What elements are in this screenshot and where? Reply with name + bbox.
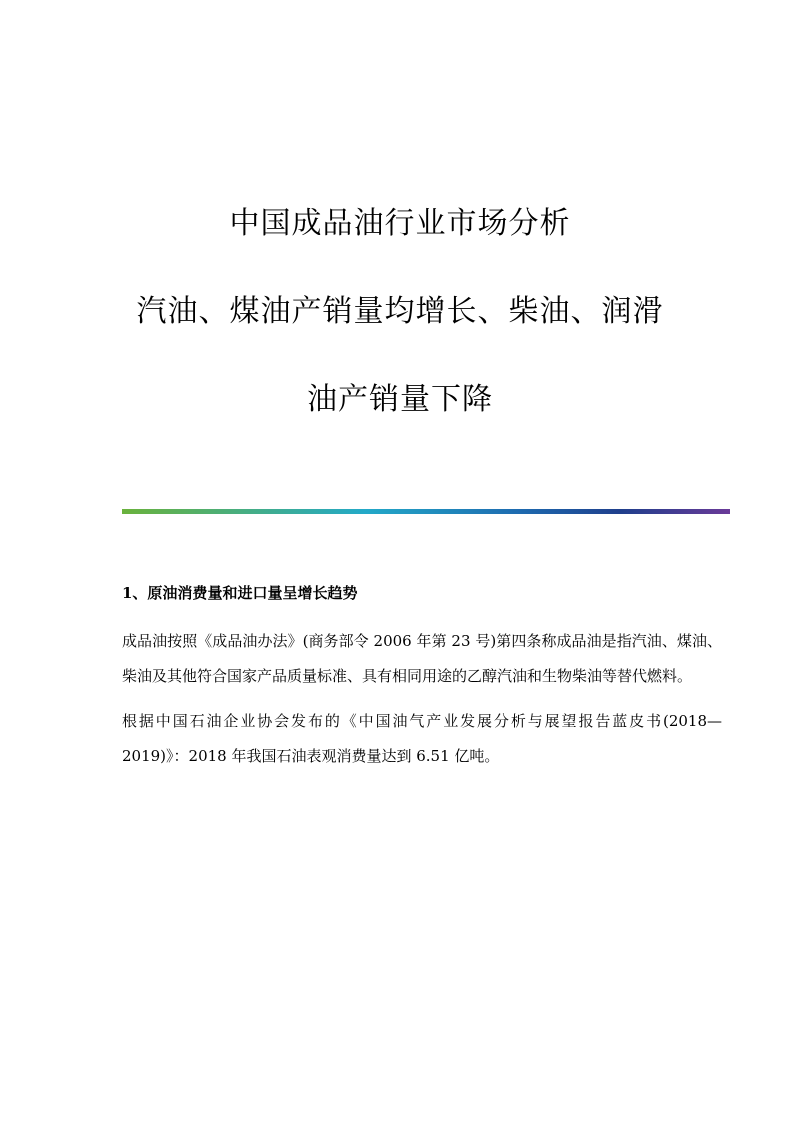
title-line-3: 油产销量下降 [307, 382, 493, 417]
paragraph-2: 根据中国石油企业协会发布的《中国油气产业发展分析与展望报告蓝皮书(2018—2019)》：2018 年我国石油表观消费量达到 6.51 亿吨。 [122, 712, 722, 765]
section-heading: 1、原油消费量和进口量呈增长趋势 [122, 584, 358, 602]
paragraph-1: 成品油按照《成品油办法》(商务部令 2006 年第 23 号)第四条称成品油是指汽油、煤油、柴油及其他符合国家产品质量标准、具有相同用途的乙醇汽油和生物柴油等替代燃料。 [122, 632, 722, 685]
title-line-1: 中国成品油行业市场分析 [229, 206, 571, 241]
gradient-divider [122, 509, 730, 514]
document-title [0, 180, 800, 444]
title-line-2: 汽油、煤油产销量均增长、柴油、润滑 [136, 294, 664, 329]
section-1 [122, 580, 722, 784]
